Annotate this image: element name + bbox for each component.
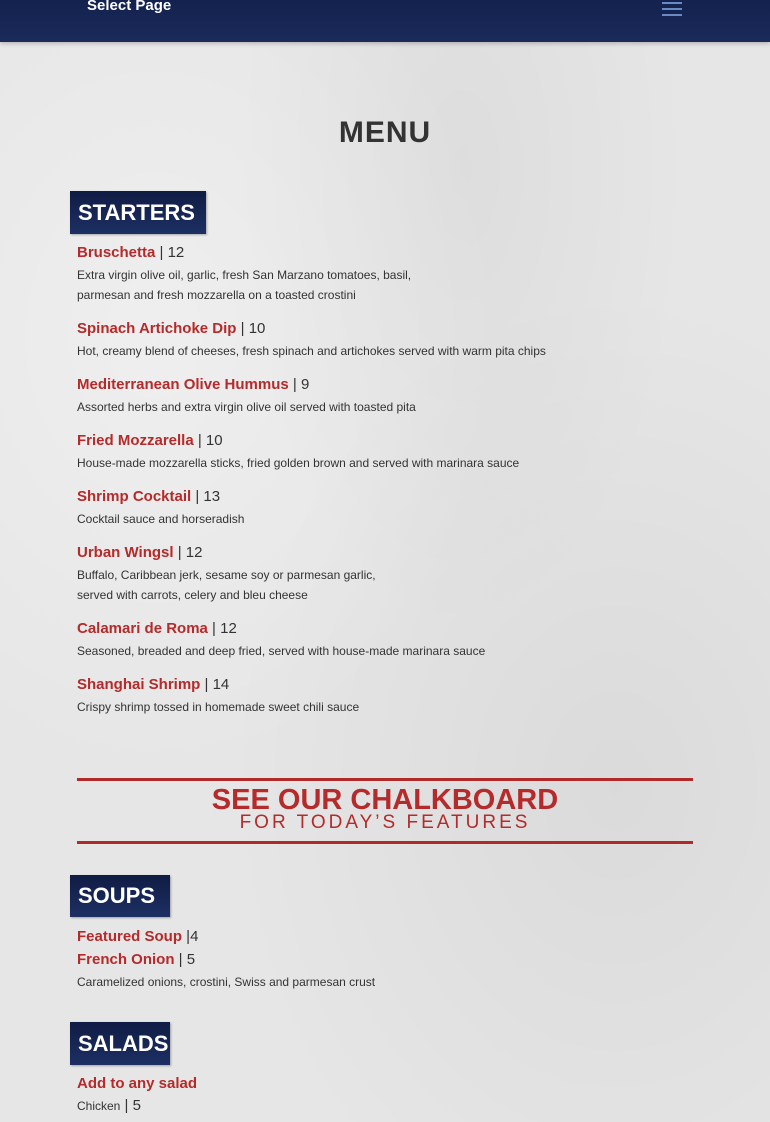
menu-item-fried-mozzarella: Fried Mozzarella | 10	[77, 432, 223, 449]
menu-item-featured-soup: Featured Soup |4	[77, 928, 199, 945]
chalkboard-title: SEE OUR CHALKBOARD	[211, 784, 559, 816]
menu-item-shrimp-cocktail: Shrimp Cocktail | 13	[77, 488, 221, 505]
menu-item-description: Caramelized onions, crostini, Swiss and parmesan crust	[77, 975, 376, 989]
select-page-menu[interactable]: Select Page	[87, 0, 172, 14]
add-to-salad-label: Add to any salad	[77, 1075, 198, 1092]
menu-item-description: Cocktail sauce and horseradish	[77, 512, 245, 526]
page-title: MENU	[338, 116, 432, 149]
starters-heading: STARTERS	[70, 191, 206, 234]
menu-item-description: House-made mozzarella sticks, fried golden brown and served with marinara sauce	[77, 456, 520, 470]
divider-top	[77, 778, 693, 781]
menu-item-shanghai-shrimp: Shanghai Shrimp | 14	[77, 676, 230, 693]
menu-item-description: Assorted herbs and extra virgin olive oil served with toasted pita	[77, 400, 416, 414]
hamburger-menu-icon[interactable]	[662, 2, 682, 16]
soups-heading: SOUPS	[70, 875, 170, 917]
salad-addon-chicken: Chicken | 5	[77, 1097, 141, 1114]
menu-item-bruschetta: Bruschetta | 12	[77, 244, 185, 261]
menu-item-description: Seasoned, breaded and deep fried, served with house-made marinara sauce	[77, 644, 486, 658]
menu-item-spinach-artichoke-dip: Spinach Artichoke Dip | 10	[77, 320, 266, 337]
menu-item-calamari: Calamari de Roma | 12	[77, 620, 237, 637]
menu-item-description: Crispy shrimp tossed in homemade sweet chili sauce	[77, 700, 360, 714]
menu-item-olive-hummus: Mediterranean Olive Hummus | 9	[77, 376, 310, 393]
menu-item-french-onion: French Onion | 5	[77, 951, 196, 968]
menu-item-description: Extra virgin olive oil, garlic, fresh San Marzano tomatoes, basil, parmesan and fresh mozzarella on a toasted crostini	[77, 268, 412, 302]
menu-item-description: Buffalo, Caribbean jerk, sesame soy or parmesan garlic, served with carrots, celery and bleu cheese	[77, 568, 376, 602]
divider-bottom	[77, 841, 693, 844]
menu-item-description: Hot, creamy blend of cheeses, fresh spinach and artichokes served with warm pita chips	[77, 344, 546, 358]
chalkboard-subtitle: FOR TODAY’S FEATURES	[239, 812, 531, 833]
salads-heading: SALADS	[70, 1022, 170, 1065]
top-nav-bar	[0, 0, 770, 42]
menu-item-urban-wings: Urban Wingsl | 12	[77, 544, 203, 561]
